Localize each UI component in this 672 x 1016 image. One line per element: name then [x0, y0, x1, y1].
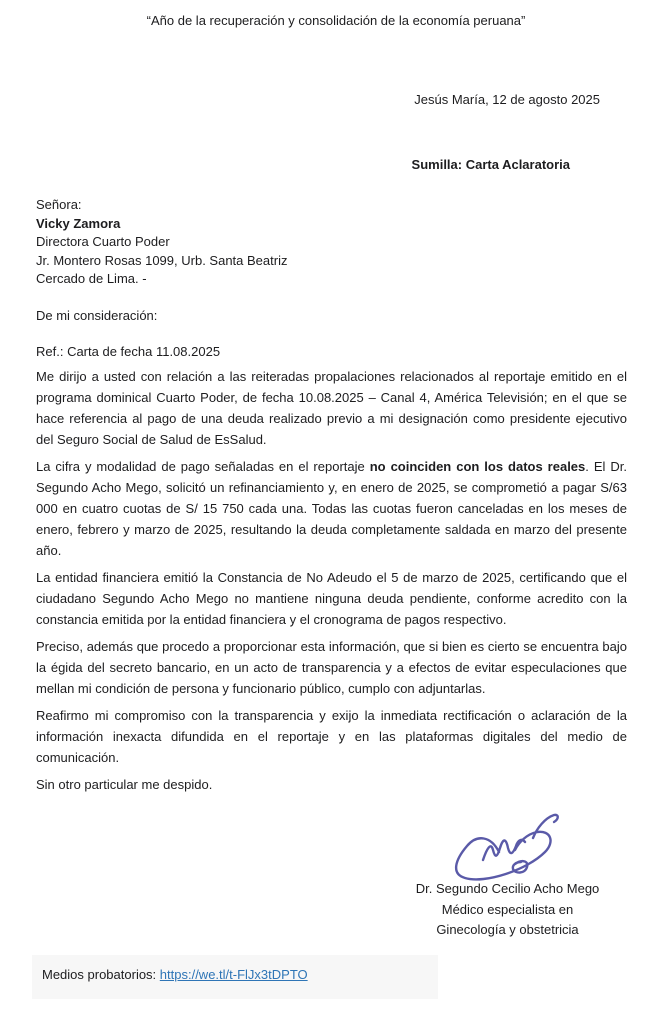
letter-body [36, 366, 627, 801]
paragraph-3: La entidad financiera emitió la Constancia de No Adeudo el 5 de marzo de 2025, certificando que el ciudadano Segundo Acho Mego no mantiene ninguna deuda pendiente, conforme acredito con la constancia emitida por la entidad financiera y el cronograma de pagos respectivo. [36, 570, 627, 627]
paragraph-2-bold-claim: no coinciden con los datos reales [369, 459, 586, 474]
paragraph-2-lead: La cifra y modalidad de pago señaladas en el reportaje [36, 459, 370, 474]
recipient-name: Vicky Zamora [36, 215, 121, 231]
signature-block [400, 879, 615, 941]
recipient-salutation: Señora: [36, 197, 82, 212]
evidence-label: Medios probatorios: [42, 967, 160, 982]
paragraph-5: Reafirmo mi compromiso con la transparencia y exijo la inmediata rectificación o aclaración de la información inexacta difundida en el reportaje y en las plataformas digitales del medio de comunicación. [36, 708, 627, 765]
evidence-line [42, 967, 308, 982]
signer-name: Dr. Segundo Cecilio Acho Mego [415, 881, 600, 896]
paragraph-2-rest: . El Dr. Segundo Acho Mego, solicitó un refinanciamiento y, en enero de 2025, se comprometió a pagar S/63 000 en cuatro cuotas de S/ 15 750 cada una. Todas las cuotas fueron canceladas en los meses de enero, febrero y marzo de 2025, resultando la deuda completamente saldada en marzo del presente año. [36, 459, 627, 558]
closing-line: Sin otro particular me despido. [36, 777, 213, 792]
recipient-block [36, 196, 287, 289]
date-line: Jesús María, 12 de agosto 2025 [414, 92, 600, 107]
reference-line: Ref.: Carta de fecha 11.08.2025 [36, 344, 221, 359]
paragraph-2 [36, 456, 627, 561]
sumilla-line: Sumilla: Carta Aclaratoria [411, 157, 570, 172]
paragraph-1: Me dirijo a usted con relación a las reiteradas propalaciones relacionados al reportaje emitido en el programa dominical Cuarto Poder, de fecha 10.08.2025 – Canal 4, América Televisión; en el que se hace referencia al pago de una deuda realizado previo a mi designación como presidente ejecutivo del Seguro Social de Salud de EsSalud. [36, 369, 627, 447]
handwritten-signature [443, 808, 565, 890]
paragraph-4: Preciso, además que procedo a proporcionar esta información, que si bien es cierto se encuentra bajo la égida del secreto bancario, en un acto de transparencia y a efectos de evitar especulaciones que mellan mi condición de persona y funcionario público, cumplo con adjuntarlas. [36, 639, 627, 696]
signer-role-line1: Médico especialista en [441, 901, 574, 917]
signer-role-line2: Ginecología y obstetricia [436, 922, 579, 937]
greeting-line: De mi consideración: [36, 308, 158, 323]
recipient-title: Directora Cuarto Poder [36, 234, 170, 249]
recipient-address-line2: Cercado de Lima. - [36, 271, 147, 286]
recipient-address-line1: Jr. Montero Rosas 1099, Urb. Santa Beatriz [36, 252, 288, 268]
letterhead-quote: “Año de la recuperación y consolidación de la economía peruana” [146, 13, 526, 28]
evidence-link[interactable]: https://we.tl/t-FlJx3tDPTO [159, 967, 308, 982]
